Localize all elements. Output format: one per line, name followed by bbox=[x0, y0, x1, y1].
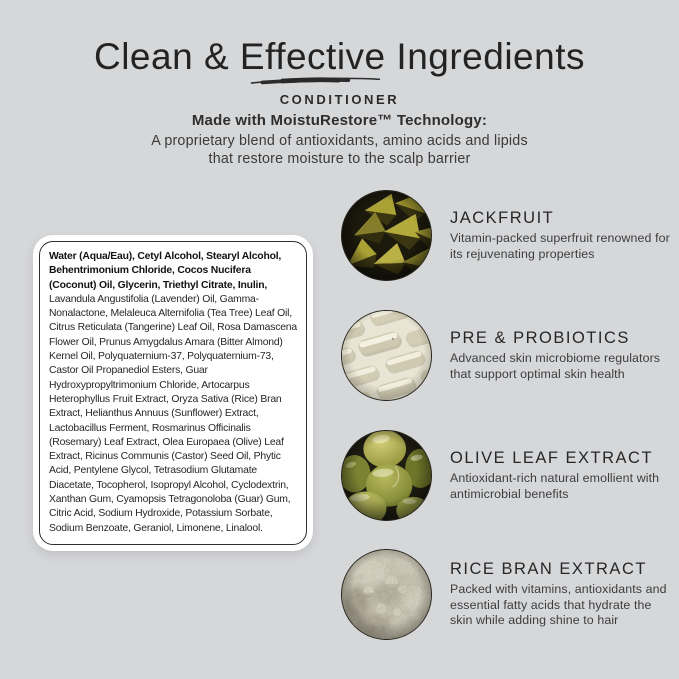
technology-line: Made with MoistuRestore™ Technology: bbox=[191, 111, 488, 129]
benefit-name: PRE & PROBIOTICS bbox=[450, 328, 630, 347]
probiotic-capsules-image bbox=[341, 310, 432, 401]
benefit-name: JACKFRUIT bbox=[450, 208, 555, 227]
ingredients-list bbox=[49, 250, 297, 536]
technology-description bbox=[0, 132, 679, 169]
title-post: Ingredients bbox=[385, 36, 585, 77]
ingredients-card-border bbox=[39, 241, 307, 545]
olives-texture-art bbox=[342, 431, 431, 520]
product-type-label: CONDITIONER bbox=[279, 91, 400, 107]
page-title bbox=[0, 36, 679, 79]
technology-description-line-2: that restore moisture to the scalp barrier bbox=[208, 151, 471, 168]
benefit-text-pre-probiotics bbox=[450, 329, 671, 382]
benefit-text-jackfruit bbox=[450, 209, 671, 262]
benefit-name: OLIVE LEAF EXTRACT bbox=[450, 448, 654, 467]
benefit-item-jackfruit bbox=[341, 190, 671, 281]
technology-description-line-1: A proprietary blend of antioxidants, amino acids and lipids bbox=[151, 132, 528, 149]
title-em-text: Effective bbox=[239, 36, 386, 77]
title-emphasized-word bbox=[240, 36, 386, 79]
benefit-item-olive-leaf bbox=[341, 430, 671, 521]
ingredients-key-actives: Water (Aqua/Eau), Cetyl Alcohol, Stearyl Alcohol, Behentrimonium Chloride, Cocos Nucifera (Coconut) Oil, Glycerin, Triethyl Citrate, Inulin, bbox=[49, 251, 282, 291]
benefit-item-pre-probiotics bbox=[341, 310, 671, 401]
jackfruit-spiky-rind-image bbox=[341, 190, 432, 281]
benefit-text-rice-bran bbox=[450, 560, 671, 629]
title-pre: Clean & bbox=[93, 36, 240, 77]
green-olives-image bbox=[341, 430, 432, 521]
ingredients-card bbox=[33, 235, 313, 551]
header bbox=[0, 0, 679, 169]
benefit-item-rice-bran bbox=[341, 549, 671, 640]
ingredients-remainder: Lavandula Angustifolia (Lavender) Oil, Gamma-Nonalactone, Melaleuca Alternifolia (Tea Tree) Leaf Oil, Citrus Reticulata (Tangerine) Leaf Oil, Rosa Damascena Flower Oil, Prunus Amygdalus Amara (Bitter Almond) Kernel Oil, Polyquaternium-37, Polyquaternium-73, Castor Oil Propanediol Esters, Guar Hydroxypropyltrimonium Chloride, Artocarpus Heterophyllus Fruit Extract, Oryza Sativa (Rice) Bran Extract, Helianthus Annuus (Sunflower) Extract, Lactobacillus Ferment, Rosmarinus Officinalis (Rosemary) Leaf Extract, Olea Europaea (Olive) Leaf Extract, Ricinus Communis (Castor) Seed Oil, Phytic Acid, Pentylene Glycol, Tetrasodium Glutamate Diacetate, Tocopherol, Isopropyl Alcohol, Cyclodextrin, Xanthan Gum, Cyamopsis Tetragonoloba (Guar) Gum, Citric Acid, Sodium Hydroxide, Potassium Sorbate, Sodium Benzoate, Geraniol, Limonene, Linalool. bbox=[49, 293, 297, 534]
underline-scribble-icon bbox=[246, 74, 383, 86]
capsules-texture-art bbox=[342, 311, 431, 400]
rice-bran-texture-art bbox=[342, 550, 431, 639]
benefit-description: Vitamin-packed superfruit renowned for its rejuvenating properties bbox=[450, 231, 670, 261]
benefit-name: RICE BRAN EXTRACT bbox=[450, 560, 647, 579]
benefit-description: Packed with vitamins, antioxidants and essential fatty acids that hydrate the skin while adding shine to hair bbox=[450, 582, 667, 628]
benefit-description: Antioxidant-rich natural emollient with antimicrobial benefits bbox=[450, 471, 660, 501]
jackfruit-texture-art bbox=[342, 191, 431, 280]
benefit-text-olive-leaf bbox=[450, 449, 671, 502]
benefit-description: Advanced skin microbiome regulators that support optimal skin health bbox=[450, 351, 661, 381]
rice-bran-powder-image bbox=[341, 549, 432, 640]
